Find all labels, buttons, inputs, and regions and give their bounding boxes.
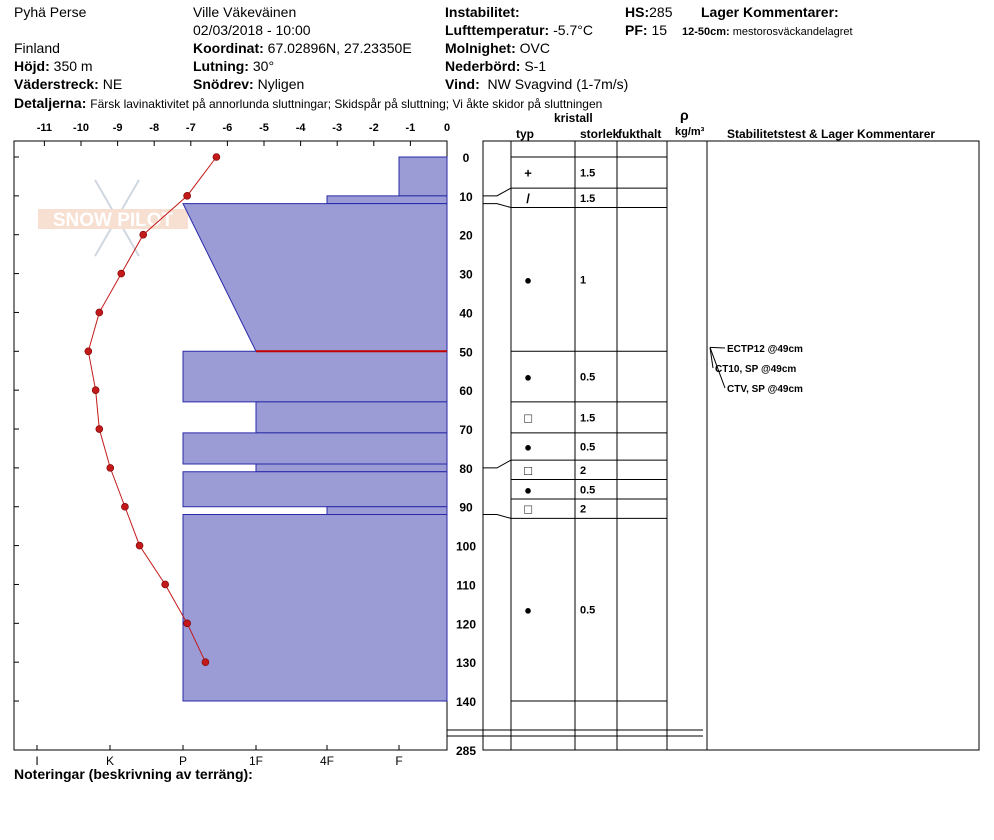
hardness-tick-label: 1F bbox=[248, 754, 264, 768]
elevation-value: 350 m bbox=[53, 58, 93, 74]
air-temperature-value: -5.7°C bbox=[553, 22, 593, 38]
coordinates-value: 67.02896N, 27.23350E bbox=[267, 40, 412, 56]
crystal-type-symbol: / bbox=[526, 190, 530, 206]
hardness-layer-bar bbox=[399, 157, 447, 196]
penetration-value: 15 bbox=[651, 22, 668, 38]
moisture-header: fukthalt bbox=[618, 127, 662, 141]
temperature-point bbox=[85, 348, 92, 355]
temperature-tick-label: -9 bbox=[112, 122, 123, 134]
crystal-size-value: 1.5 bbox=[580, 167, 596, 180]
location-name: Pyhä Perse bbox=[14, 4, 87, 20]
depth-tick-label: 10 bbox=[459, 189, 473, 204]
depth-connector bbox=[483, 188, 511, 196]
depth-tick-label: 50 bbox=[459, 345, 473, 360]
crystal-type-header: typ bbox=[516, 127, 534, 141]
crystal-size-value: 2 bbox=[580, 464, 587, 477]
cloud-cover-label: Molnighet: bbox=[445, 40, 516, 56]
coordinates-label: Koordinat: bbox=[193, 40, 264, 56]
temperature-tick-label: -1 bbox=[405, 122, 416, 134]
crystal-type-symbol: □ bbox=[524, 410, 532, 426]
crystal-type-symbol: ● bbox=[524, 369, 532, 385]
hardness-layer-bar bbox=[183, 472, 447, 507]
depth-tick-label: 70 bbox=[459, 423, 473, 438]
layer-comment-range: 12-50cm: bbox=[682, 26, 730, 38]
air-temperature-label: Lufttemperatur: bbox=[445, 22, 550, 38]
crystal-size-header: storlek bbox=[580, 127, 620, 141]
temperature-tick-label: -7 bbox=[185, 122, 196, 134]
temperature-tick-label: -2 bbox=[368, 122, 379, 134]
temperature-point bbox=[184, 192, 191, 199]
temperature-tick-label: -4 bbox=[295, 122, 306, 134]
crystal-size-value: 2 bbox=[580, 503, 587, 516]
temperature-point bbox=[136, 542, 143, 549]
crystal-size-value: 0.5 bbox=[580, 484, 596, 497]
hardness-layer-bar bbox=[256, 402, 447, 433]
aspect-label: Väderstreck: bbox=[14, 76, 99, 92]
crystal-size-value: 1.5 bbox=[580, 192, 596, 205]
temperature-point bbox=[92, 387, 99, 394]
temperature-tick-label: -10 bbox=[73, 122, 89, 134]
details-value: Färsk lavinaktivitet på annorlunda sluttningar; Skidspår på sluttning; Vi åkte skidor på sluttningen bbox=[90, 97, 603, 111]
density-unit: kg/m³ bbox=[675, 126, 705, 138]
crystal-size-value: 1.5 bbox=[580, 412, 596, 425]
crystal-type-symbol: ● bbox=[524, 482, 532, 498]
precipitation-label: Nederbörd: bbox=[445, 58, 521, 74]
depth-tick-label: 110 bbox=[456, 578, 476, 593]
hardness-layer-bar bbox=[183, 204, 447, 352]
temperature-point bbox=[140, 231, 147, 238]
country-name: Finland bbox=[14, 40, 60, 56]
temperature-point bbox=[202, 659, 209, 666]
instability-label: Instabilitet: bbox=[445, 4, 520, 20]
temperature-point bbox=[184, 620, 191, 627]
crystal-size-value: 0.5 bbox=[580, 371, 596, 384]
snow-height-value: 285 bbox=[649, 4, 673, 20]
crystal-table-frame bbox=[483, 141, 979, 750]
layer-comments-label: Lager Kommentarer: bbox=[701, 4, 839, 20]
crystal-size-value: 0.5 bbox=[580, 604, 596, 617]
hardness-tick-label: I bbox=[35, 754, 39, 768]
depth-tick-label: 80 bbox=[459, 461, 473, 476]
hardness-layer-bar bbox=[256, 464, 447, 472]
hardness-layer-bar bbox=[183, 351, 447, 402]
temperature-tick-label: -3 bbox=[332, 122, 343, 134]
temperature-point bbox=[118, 270, 125, 277]
wind-label: Vind: bbox=[445, 76, 480, 92]
depth-tick-label: 90 bbox=[459, 500, 473, 515]
crystal-type-symbol: □ bbox=[524, 501, 532, 517]
stability-test-label: ECTP12 @49cm bbox=[727, 344, 803, 355]
depth-connector bbox=[483, 460, 511, 468]
precipitation-value: S-1 bbox=[524, 58, 547, 74]
hardness-tick-label: F bbox=[395, 754, 403, 768]
depth-tick-label: 140 bbox=[455, 695, 477, 710]
depth-tick-label: 60 bbox=[459, 384, 473, 399]
hardness-layer-bar bbox=[327, 507, 447, 515]
hardness-tick-label: P bbox=[178, 754, 188, 768]
crystal-size-value: 0.5 bbox=[580, 441, 596, 454]
snow-depth-total-label: 285 bbox=[455, 744, 477, 758]
hardness-layer-bar bbox=[183, 515, 447, 702]
depth-tick-label: 20 bbox=[459, 228, 473, 243]
temperature-point bbox=[107, 464, 114, 471]
snow-height-label: HS: bbox=[625, 4, 650, 20]
hardness-layer-bar bbox=[327, 196, 447, 204]
crystal-type-symbol: □ bbox=[524, 462, 532, 478]
crystal-size-value: 1 bbox=[580, 274, 587, 287]
depth-tick-label: 130 bbox=[455, 656, 477, 671]
observation-datetime: 02/03/2018 - 10:00 bbox=[193, 22, 311, 38]
depth-tick-label: 0 bbox=[462, 151, 470, 165]
temperature-point bbox=[96, 309, 103, 316]
temperature-tick-label: -6 bbox=[222, 122, 233, 134]
elevation-label: Höjd: bbox=[14, 58, 50, 74]
details-label: Detaljerna: bbox=[14, 95, 87, 111]
temperature-tick-label: -8 bbox=[149, 122, 160, 134]
snowdrift-value: Nyligen bbox=[257, 76, 305, 92]
temperature-point bbox=[213, 154, 220, 161]
depth-tick-label: 30 bbox=[459, 267, 473, 282]
cloud-cover-value: OVC bbox=[519, 40, 550, 56]
snow-pilot-logo-text: SNOW PILOT bbox=[52, 210, 174, 231]
hardness-layer-bar bbox=[183, 433, 447, 464]
wind-value: NW Svagvind (1-7m/s) bbox=[487, 76, 629, 92]
stability-test-label: CTV, SP @49cm bbox=[727, 384, 803, 395]
terrain-notes-label: Noteringar (beskrivning av terräng): bbox=[14, 766, 253, 782]
temperature-point bbox=[121, 503, 128, 510]
snow-pilot-logo bbox=[38, 180, 188, 256]
hardness-tick-label: 4F bbox=[319, 754, 335, 768]
density-symbol: ρ bbox=[680, 107, 689, 123]
depth-tick-label: 100 bbox=[455, 539, 477, 554]
crystal-type-symbol: ● bbox=[524, 602, 532, 618]
temperature-point bbox=[96, 426, 103, 433]
depth-tick-label: 40 bbox=[459, 306, 473, 321]
stability-test-label: CT10, SP @49cm bbox=[715, 364, 797, 375]
depth-tick-label: 120 bbox=[455, 617, 477, 632]
crystal-type-symbol: ● bbox=[524, 272, 532, 288]
slope-label: Lutning: bbox=[193, 58, 249, 74]
temperature-tick-label: -11 bbox=[36, 122, 53, 134]
hardness-tick-label: K bbox=[105, 754, 115, 768]
depth-connector bbox=[483, 204, 511, 208]
stability-test-pointer bbox=[710, 347, 725, 348]
observer-name: Ville Väkeväinen bbox=[193, 4, 297, 20]
layer-comment-text: mestorosväckandelagret bbox=[732, 26, 853, 38]
aspect-value: NE bbox=[102, 76, 123, 92]
temperature-tick-label: 0 bbox=[443, 122, 451, 134]
stability-header: Stabilitetstest & Lager Kommentarer bbox=[727, 127, 936, 141]
slope-value: 30° bbox=[252, 58, 275, 74]
depth-connector bbox=[483, 515, 511, 519]
crystal-type-symbol: + bbox=[524, 165, 532, 181]
crystal-type-symbol: ● bbox=[524, 439, 532, 455]
temperature-point bbox=[162, 581, 169, 588]
temperature-tick-label: -5 bbox=[259, 122, 269, 134]
penetration-label: PF: bbox=[625, 22, 648, 38]
crystal-header: kristall bbox=[554, 111, 593, 125]
snowdrift-label: Snödrev: bbox=[193, 76, 254, 92]
